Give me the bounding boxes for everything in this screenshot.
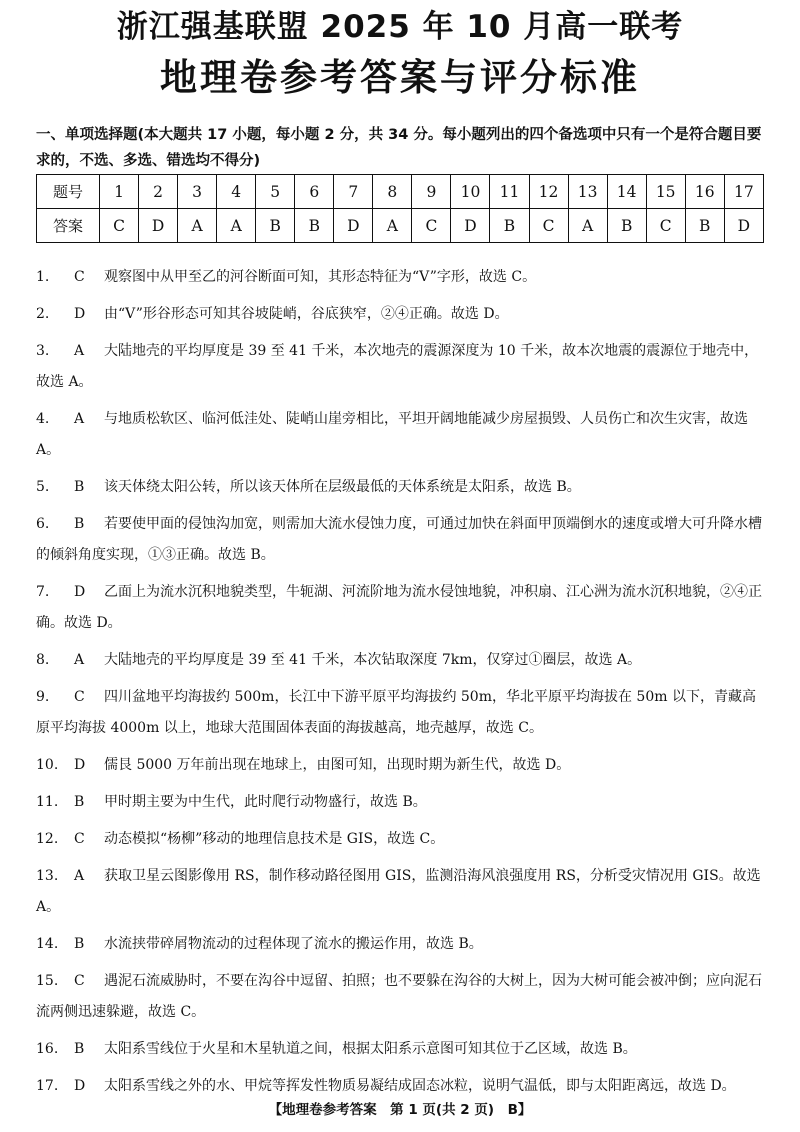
question-number: 16. (36, 1041, 59, 1057)
answer-letter: C (74, 689, 85, 705)
question-number: 8. (36, 652, 50, 668)
explanation-text: 水流挟带碎屑物流动的过程体现了流水的搬运作用，故选 B。 (104, 936, 483, 952)
explanation-list (36, 262, 766, 1108)
answer-cell: B (607, 209, 646, 243)
explanation-item (36, 299, 766, 330)
explanation-text: 乙面上为流水沉积地貌类型，牛轭湖、河流阶地为流水侵蚀地貌，冲积扇、江心洲为流水沉积地貌，②④正确。故选 D。 (36, 584, 762, 631)
explanation-item (36, 509, 766, 571)
question-number: 1. (36, 269, 50, 285)
row-label-answer: 答案 (37, 209, 100, 243)
explanation-text: 与地质松软区、临河低洼处、陡峭山崖旁相比，平坦开阔地能减少房屋损毁、人员伤亡和次生灾害，故选 A。 (36, 411, 748, 458)
answer-cell: D (451, 209, 490, 243)
question-number-cell: 14 (607, 175, 646, 209)
question-number-cell: 15 (646, 175, 685, 209)
question-number-cell: 4 (217, 175, 256, 209)
question-number-cell: 13 (568, 175, 607, 209)
question-number-cell: 12 (529, 175, 568, 209)
answer-letter: D (74, 306, 86, 322)
answer-letter: A (74, 652, 85, 668)
question-number: 10. (36, 757, 59, 773)
answer-cell: B (490, 209, 529, 243)
explanation-text: 儒艮 5000 万年前出现在地球上，由图可知，出现时期为新生代，故选 D。 (104, 757, 571, 773)
answer-cell: C (412, 209, 451, 243)
explanation-text: 若要使甲面的侵蚀沟加宽，则需加大流水侵蚀力度，可通过加快在斜面甲顶端倒水的速度或增大可升降水槽的倾斜角度实现，①③正确。故选 B。 (36, 516, 762, 563)
explanation-item (36, 750, 766, 781)
explanation-text: 观察图中从甲至乙的河谷断面可知，其形态特征为“V”字形，故选 C。 (104, 269, 537, 285)
answer-letter: B (74, 794, 85, 810)
question-number: 12. (36, 831, 59, 847)
explanation-item (36, 404, 766, 466)
explanation-item (36, 472, 766, 503)
answer-cell: C (646, 209, 685, 243)
answer-cell: A (178, 209, 217, 243)
explanation-item (36, 787, 766, 818)
question-number: 9. (36, 689, 50, 705)
question-number-row (37, 175, 764, 209)
explanation-item (36, 1034, 766, 1065)
explanation-text: 动态模拟“杨柳”移动的地理信息技术是 GIS，故选 C。 (104, 831, 445, 847)
question-number: 15. (36, 973, 59, 989)
explanation-text: 甲时期主要为中生代，此时爬行动物盛行，故选 B。 (104, 794, 427, 810)
question-number: 5. (36, 479, 50, 495)
explanation-item (36, 577, 766, 639)
answer-letter: B (74, 479, 85, 495)
question-number-cell: 6 (295, 175, 334, 209)
question-number-cell: 7 (334, 175, 373, 209)
answer-cell: B (256, 209, 295, 243)
answer-letter: C (74, 269, 85, 285)
question-number-cell: 1 (100, 175, 139, 209)
answer-letter: D (74, 584, 86, 600)
explanation-item (36, 336, 766, 398)
explanation-text: 获取卫星云图影像用 RS，制作移动路径图用 GIS，监测沿海风浪强度用 RS，分析受灾情况用 GIS。故选 A。 (36, 868, 761, 915)
question-number-cell: 11 (490, 175, 529, 209)
answer-letter: B (74, 1041, 85, 1057)
explanation-text: 由“V”形谷形态可知其谷坡陡峭，谷底狭窄，②④正确。故选 D。 (104, 306, 509, 322)
answer-letter: D (74, 757, 86, 773)
explanation-item (36, 262, 766, 293)
page-footer: 【地理卷参考答案 第 1 页(共 2 页) B】 (268, 1102, 532, 1118)
explanation-item (36, 966, 766, 1028)
answer-cell: B (295, 209, 334, 243)
exam-title: 浙江强基联盟 2025 年 10 月高一联考 (116, 9, 684, 45)
explanation-item (36, 645, 766, 676)
answer-letter: A (74, 411, 85, 427)
question-number-cell: 16 (685, 175, 724, 209)
question-number: 2. (36, 306, 50, 322)
section-heading: 一、单项选择题(本大题共 17 小题，每小题 2 分，共 34 分。每小题列出的四个备选项中只有一个是符合题目要求的，不选、多选、错选均不得分) (36, 127, 762, 169)
explanation-item (36, 824, 766, 855)
question-number-cell: 10 (451, 175, 490, 209)
answer-letter: C (74, 973, 85, 989)
question-number-cell: 8 (373, 175, 412, 209)
explanation-text: 太阳系雪线位于火星和木星轨道之间，根据太阳系示意图可知其位于乙区域，故选 B。 (104, 1041, 637, 1057)
answer-cell: D (334, 209, 373, 243)
question-number: 13. (36, 868, 59, 884)
question-number-cell: 5 (256, 175, 295, 209)
question-number-cell: 2 (139, 175, 178, 209)
question-number: 3. (36, 343, 50, 359)
question-number: 7. (36, 584, 50, 600)
answer-row (37, 209, 764, 243)
answer-cell: A (568, 209, 607, 243)
question-number: 17. (36, 1078, 59, 1094)
explanation-text: 太阳系雪线之外的水、甲烷等挥发性物质易凝结成固态冰粒，说明气温低，即与太阳距离远，故选 D。 (104, 1078, 736, 1094)
explanation-text: 大陆地壳的平均厚度是 39 至 41 千米，本次地壳的震源深度为 10 千米，故本次地震的震源位于地壳中，故选 A。 (36, 343, 759, 390)
question-number-cell: 3 (178, 175, 217, 209)
explanation-text: 四川盆地平均海拔约 500m，长江中下游平原平均海拔约 50m，华北平原平均海拔在 50m 以下，青藏高原平均海拔 4000m 以上，地球大范围固体表面的海拔越高，地壳越厚，故选 C。 (36, 689, 756, 736)
answer-letter: A (74, 868, 85, 884)
explanation-item (36, 861, 766, 923)
question-number-cell: 17 (724, 175, 763, 209)
question-number: 4. (36, 411, 50, 427)
answer-table (36, 174, 764, 243)
question-number-cell: 9 (412, 175, 451, 209)
answer-cell: C (100, 209, 139, 243)
answer-cell: B (685, 209, 724, 243)
explanation-text: 遇泥石流威胁时，不要在沟谷中逗留、拍照；也不要躲在沟谷的大树上，因为大树可能会被冲倒；应向泥石流两侧迅速躲避，故选 C。 (36, 973, 762, 1020)
answer-letter: D (74, 1078, 86, 1094)
answer-cell: A (217, 209, 256, 243)
explanation-item (36, 682, 766, 744)
answer-cell: D (139, 209, 178, 243)
document-subtitle: 地理卷参考答案与评分标准 (160, 56, 640, 99)
explanation-item (36, 929, 766, 960)
answer-cell: A (373, 209, 412, 243)
answer-letter: B (74, 516, 85, 532)
question-number: 11. (36, 794, 59, 810)
explanation-text: 大陆地壳的平均厚度是 39 至 41 千米，本次钻取深度 7km，仅穿过①圈层，故选 A。 (104, 652, 642, 668)
answer-letter: B (74, 936, 85, 952)
question-number: 14. (36, 936, 59, 952)
explanation-text: 该天体绕太阳公转，所以该天体所在层级最低的天体系统是太阳系，故选 B。 (104, 479, 581, 495)
answer-cell: D (724, 209, 763, 243)
answer-letter: A (74, 343, 85, 359)
answer-letter: C (74, 831, 85, 847)
answer-cell: C (529, 209, 568, 243)
row-label-question-number: 题号 (37, 175, 100, 209)
question-number: 6. (36, 516, 50, 532)
